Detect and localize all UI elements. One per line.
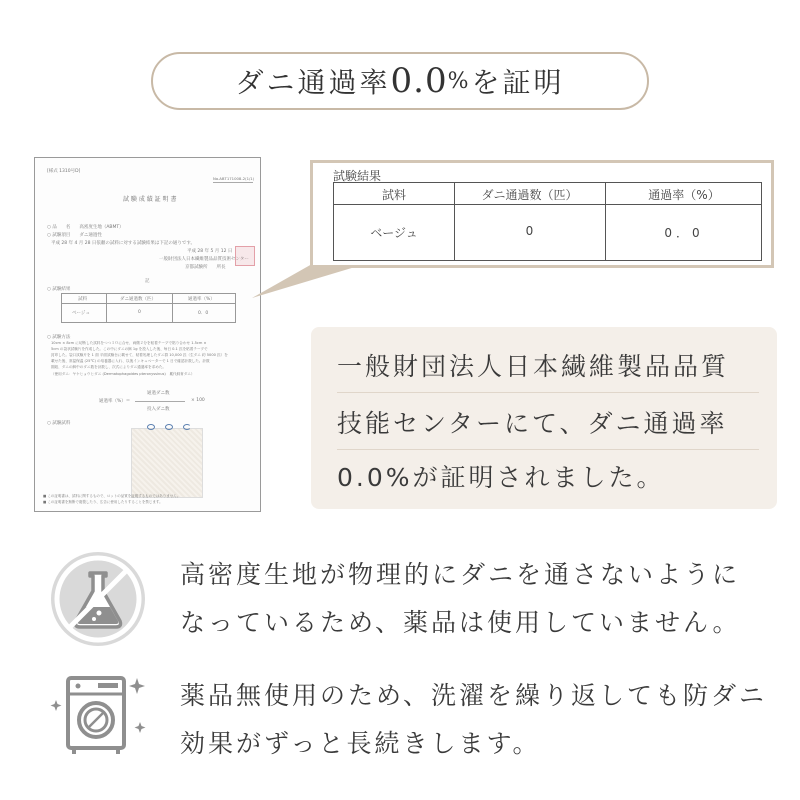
cert-doc-no: No.ABT171008-2(1/1) (213, 176, 255, 181)
cert-date: 平成 28 年 5 月 12 日 (187, 249, 233, 254)
zoom-header-sample: 試料 (381, 188, 406, 202)
page-title (151, 52, 649, 110)
no-chemicals-icon (48, 549, 148, 649)
washing-machine-icon (48, 670, 158, 760)
cert-test-item: ○ 試験項目 ダニ通過性 (47, 233, 102, 238)
cert-method-line: 10cm × 8cm に切断した試料をつつ１０に合せ、両側２分を粘着テープで貼り合わせ 1.5cm × (51, 341, 207, 345)
info-line-1: 一般財団法人日本繊維製品品質 (337, 352, 730, 381)
info-line-3: 0.0%が証明されました。 (337, 463, 665, 492)
cert-formula-lhs: 通過率（%）＝ (99, 399, 131, 404)
cert-sample-heading: ○ 試験試料 (47, 421, 71, 426)
cert-method-line: 載せた後、常温保温 (25℃) の培養器に入れ、以後インキュベーターで 1 日で確認計数した。計数 (51, 359, 210, 363)
cert-method-line: 期総、ダニの餌中のダニ数を計数し、次式によりダニ通過率を求めた。 (51, 365, 166, 369)
cert-formula-numerator: 通過ダニ数 (147, 391, 170, 396)
cert-dept: 京都試験所 所長 (185, 265, 226, 270)
feature-text-washable (180, 672, 767, 768)
cert-table-header-count: ダニ通過数（匹） (120, 297, 156, 302)
zoom-count-value: 0 (525, 224, 534, 238)
zoom-sample-value: ベージュ (370, 226, 418, 240)
cert-formula-denominator: 投入ダニ数 (147, 407, 170, 412)
clip-icon (183, 424, 191, 430)
cert-species: （使用ダニ：ヤケヒョウヒダニ (Dermatophagoides pteronyssinus) 累代飼育ダニ） (51, 372, 195, 376)
cert-note-mark: 記 (145, 279, 150, 284)
clip-icon (147, 424, 155, 430)
zoom-rate-value: 0．0 (664, 226, 704, 240)
cert-results-heading: ○ 試験結果 (47, 287, 71, 292)
zoomed-results-callout (310, 160, 774, 268)
cert-table-count: 0 (138, 310, 141, 315)
feature-line: なっているため、薬品は使用していません。 (180, 608, 741, 637)
feature-text-no-chemicals (180, 551, 741, 647)
cert-table-header-sample: 試料 (78, 297, 87, 302)
feature-line: 高密度生地が物理的にダニを通さないように (180, 560, 741, 589)
cert-org: 一般財団法人日本繊維製品品質技術センター (159, 257, 249, 262)
feature-line: 効果がずっと長続きします。 (180, 729, 541, 758)
info-line-2: 技能センターにて、ダニ通過率 (337, 409, 728, 438)
title-prefix: ダニ通過率 (235, 66, 391, 99)
cert-table-header-rate: 通過率（%） (188, 297, 215, 302)
official-seal-stamp (235, 246, 255, 266)
title-value: 0.0 (390, 61, 448, 101)
feature-line: 薬品無使用のため、洗濯を繰り返しても防ダニ (180, 681, 768, 710)
cert-table-sample: ベージュ (72, 311, 90, 316)
title-percent: % (447, 68, 472, 94)
cert-heading: 試 験 成 績 証 明 書 (123, 196, 177, 203)
title-suffix: を証明 (471, 66, 565, 99)
cert-table-rate: 0．0 (198, 311, 209, 316)
zoom-header-rate: 通過率（%） (648, 188, 720, 202)
cert-results-table (61, 293, 236, 323)
fabric-sample-swatch (131, 428, 203, 498)
cert-formula-multiplier: × 100 (191, 398, 205, 403)
cert-method-heading: ○ 試験方法 (47, 335, 71, 340)
certification-info-box (311, 327, 777, 509)
cert-intro: 平成 28 年 4 月 28 日依頼の試料に対する試験結果は下記の通りです。 (51, 241, 196, 246)
zoom-header-count: ダニ通過数（匹） (481, 188, 578, 202)
zoom-label: 試験結果 (333, 169, 382, 183)
zoomed-results-table (333, 182, 762, 261)
cert-item-name: ○ 品 名 高密度生地（ABMT） (47, 225, 124, 230)
cert-method-line: 5cm の袋状試験片を作成した。この中にダニの餌 1g を投入した後、毎日 0.1 匹を粘着テープで (51, 347, 208, 351)
cert-footer-note: ■ この証明書は、試料に関するもので、ロットの品質を証明するものではありません。 (43, 494, 181, 498)
test-certificate-document (34, 157, 261, 512)
cert-footer-note: ■ この証明書を無断で複製したり、広告に使用したりすることを禁じます。 (43, 500, 163, 504)
cert-form-no: [様式 1310号D] (47, 169, 81, 174)
clip-icon (165, 424, 173, 430)
cert-method-line: 封印した。袋口試験片を 1 面 平面試験台に載せて、粘着処理したダニ群 10,000 匹（生ダニ 約 5000 匹）を (51, 353, 228, 357)
